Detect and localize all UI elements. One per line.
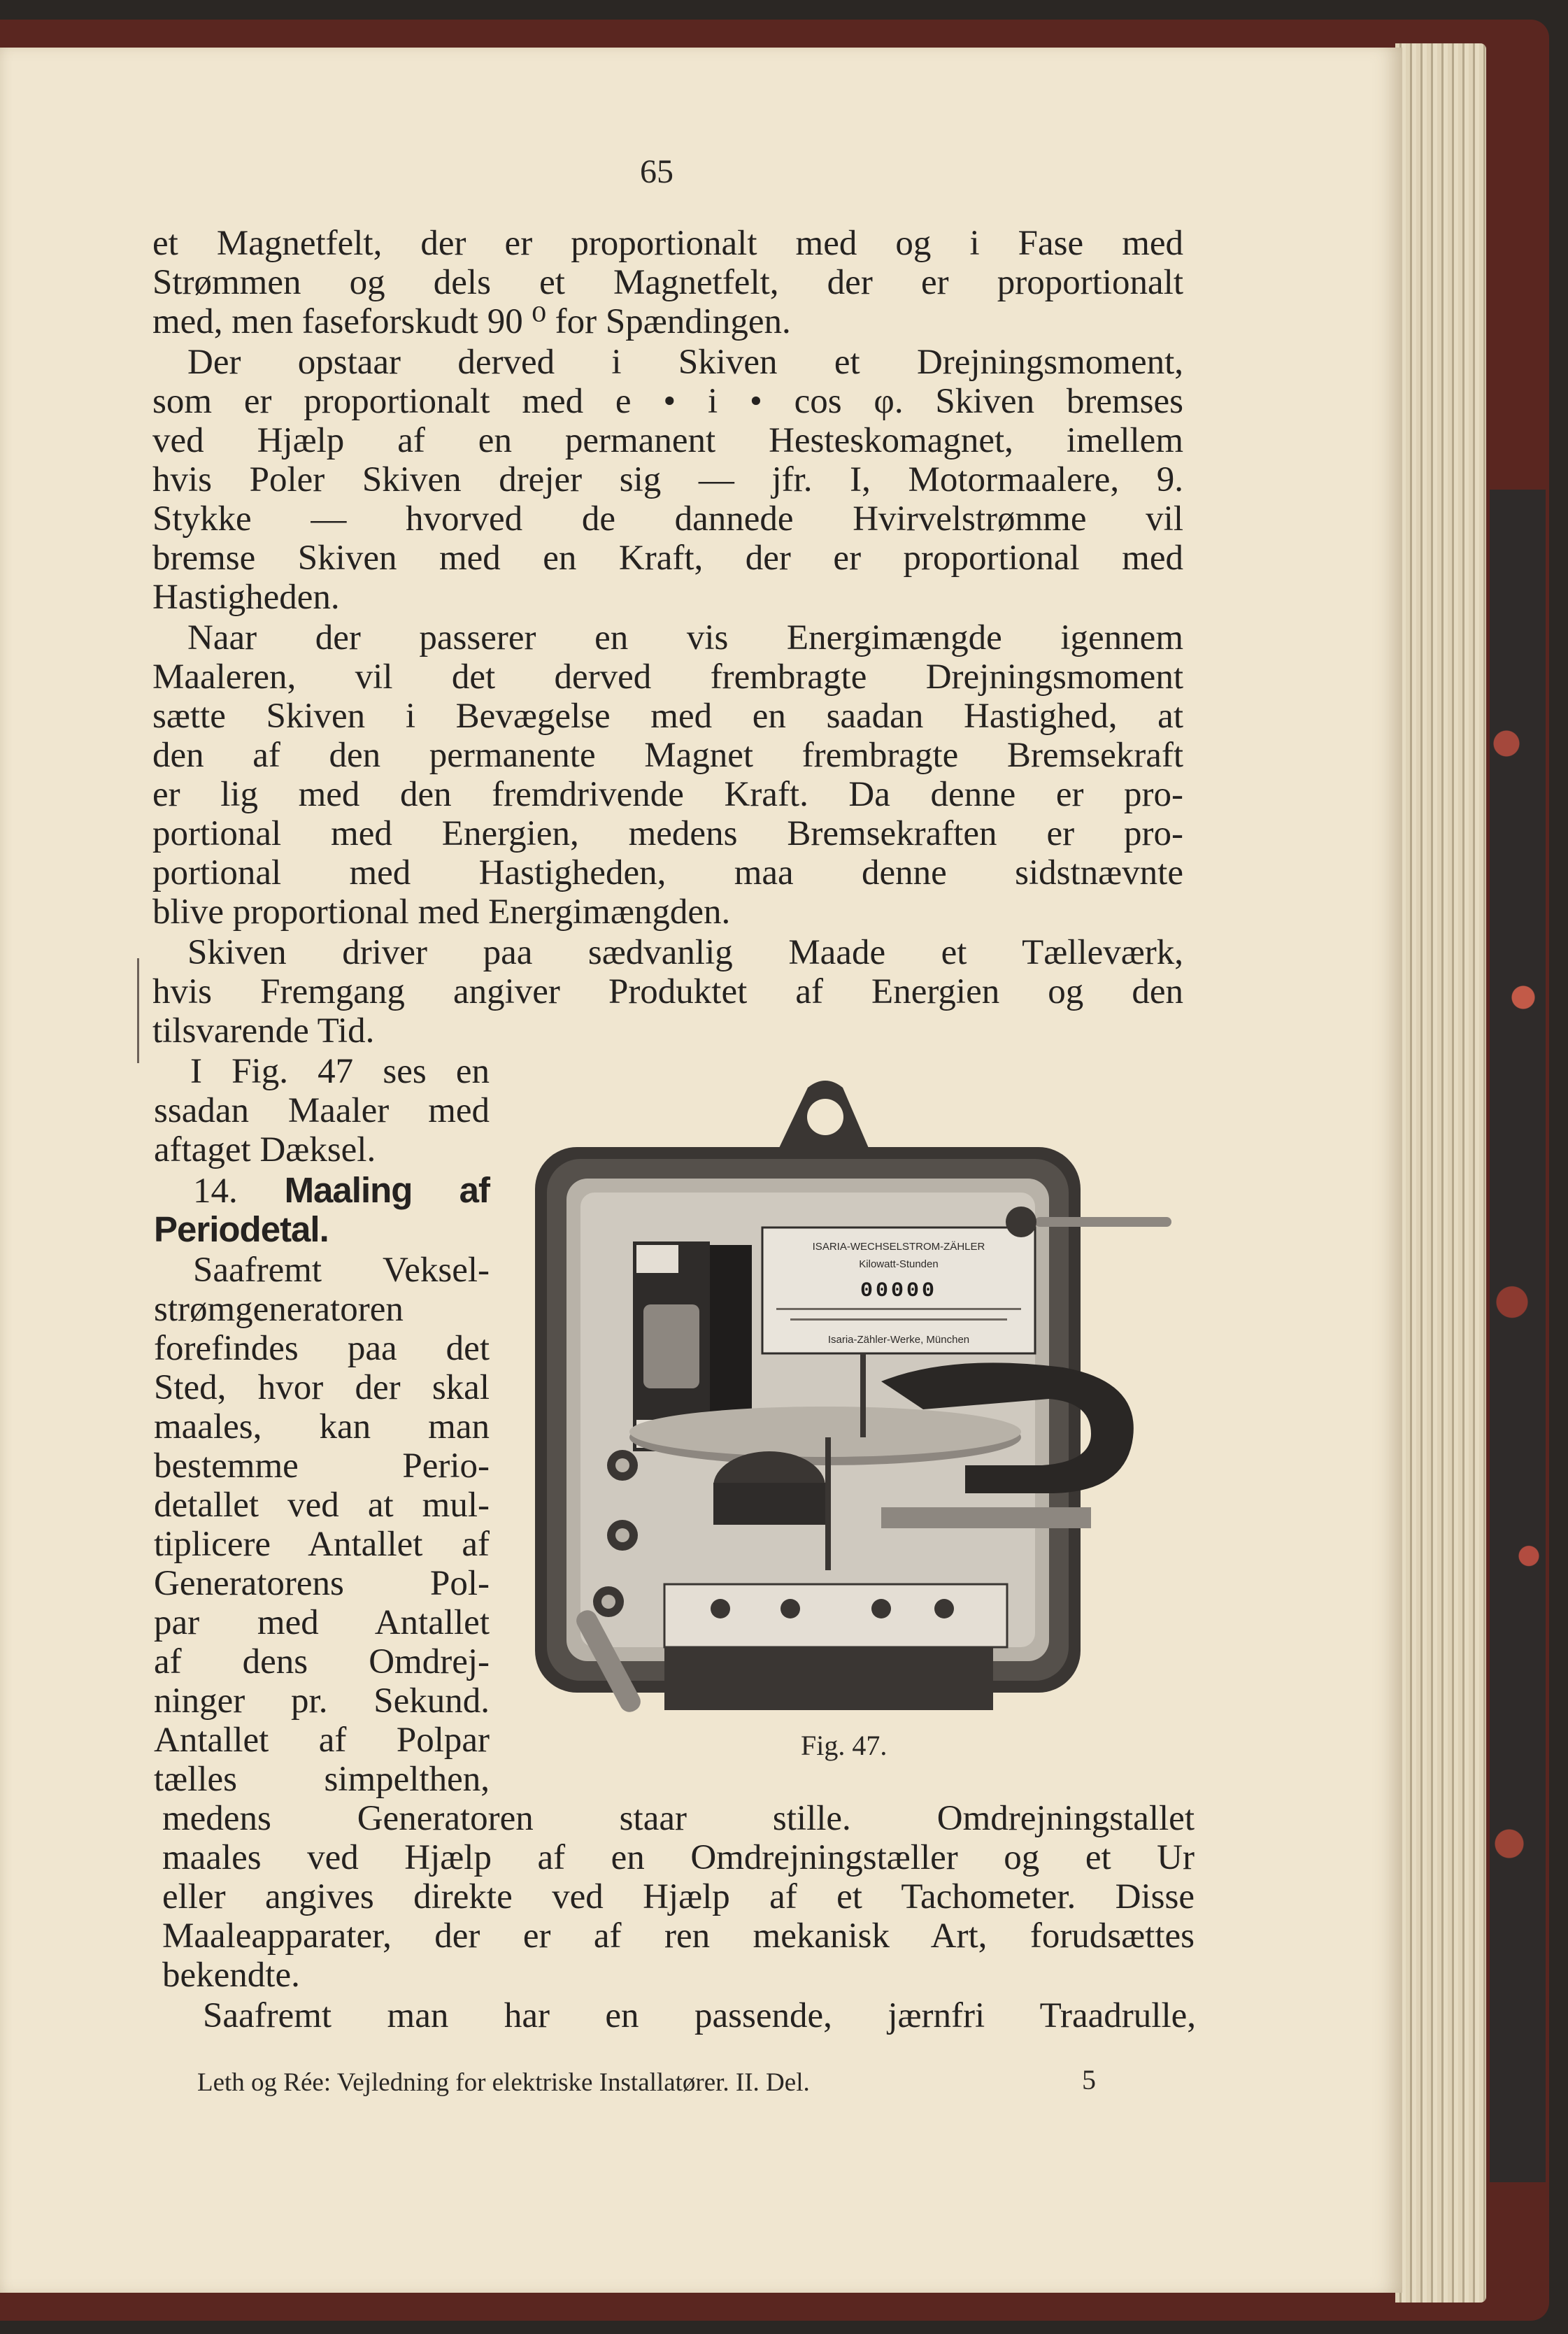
section-title: Maaling af — [284, 1170, 490, 1210]
column-line: strømgeneratoren — [154, 1290, 404, 1329]
text-line: medens Generatoren staar stille. Omdrejningstallet — [162, 1799, 1195, 1838]
text-line: Saafremt man har en passende, jærnfri Traadrulle, — [203, 1996, 1196, 2035]
nameplate-maker-text: ISARIA-WECHSELSTROM-ZÄHLER — [812, 1241, 985, 1253]
text-line: Strømmen og dels et Magnetfelt, der er proportionalt — [152, 263, 1183, 302]
page-footer: Leth og Rée: Vejledning for elektriske Installatører. II. Del. — [197, 2068, 810, 2097]
column-line: Antallet af Polpar — [154, 1721, 490, 1760]
section-number: 14. — [193, 1172, 238, 1211]
column-line: par med Antallet — [154, 1603, 490, 1642]
text-line: Der opstaar derved i Skiven et Drejningsmoment, — [187, 343, 1183, 382]
marbled-cover-edge — [1490, 490, 1546, 2182]
text-line: portional med Hastigheden, maa denne sidstnævnte — [152, 853, 1183, 892]
text-line: et Magnetfelt, der er proportionalt med og i Fase med — [152, 224, 1183, 263]
margin-pencil-mark — [137, 958, 139, 1063]
text-line: Hastigheden. — [152, 578, 340, 617]
figure-47-meter — [532, 1074, 1182, 1721]
column-line: bestemme Perio- — [154, 1446, 490, 1486]
text-line: er lig med den fremdrivende Kraft. Da denne er pro- — [152, 775, 1183, 814]
figure-caption: Fig. 47. — [801, 1730, 888, 1761]
column-line: forefindes paa det — [154, 1329, 490, 1368]
text-line: maales ved Hjælp af en Omdrejningstæller og et Ur — [162, 1838, 1195, 1877]
text-line: Maaleren, vil det derved frembragte Drejningsmoment — [152, 657, 1183, 697]
page-number: 65 — [640, 153, 673, 190]
text-line: som er proportionalt med e • i • cos φ. Skiven bremses — [152, 382, 1183, 421]
column-line: tiplicere Antallet af — [154, 1525, 490, 1564]
column-line: Saafremt Veksel- — [193, 1251, 490, 1290]
text-line: ved Hjælp af en permanent Hesteskomagnet, imellem — [152, 421, 1183, 460]
section-heading-line — [193, 1171, 490, 1211]
text-line: Naar der passerer en vis Energimængde igennem — [187, 618, 1183, 657]
nameplate-unit-text: Kilowatt-Stunden — [859, 1258, 939, 1270]
column-line: af dens Omdrej- — [154, 1642, 490, 1681]
section-title-cont: Periodetal. — [154, 1209, 329, 1249]
text-line: portional med Energien, medens Bremsekraften er pro- — [152, 814, 1183, 853]
text-line: eller angives direkte ved Hjælp af et Tachometer. Disse — [162, 1877, 1195, 1916]
text-line: sætte Skiven i Bevægelse med en saadan Hastighed, at — [152, 697, 1183, 736]
nameplate-works-text: Isaria-Zähler-Werke, München — [827, 1334, 970, 1346]
text-line: blive proportional med Energimængden. — [152, 892, 731, 932]
text-line: den af den permanente Magnet frembragte Bremsekraft — [152, 736, 1183, 775]
column-line: ninger pr. Sekund. — [154, 1681, 490, 1721]
text-line: bremse Skiven med en Kraft, der er proportional med — [152, 539, 1183, 578]
text-line: med, men faseforskudt 90 ⁰ for Spændingen. — [152, 302, 791, 341]
column-line: I Fig. 47 ses en — [190, 1052, 490, 1091]
text-line: hvis Fremgang angiver Produktet af Energien og den — [152, 972, 1183, 1011]
text-line: Maaleapparater, der er af ren mekanisk Art, forudsættes — [162, 1916, 1195, 1956]
counter-digits: 00000 — [860, 1279, 938, 1303]
column-line: Generatorens Pol- — [154, 1564, 490, 1603]
column-line: maales, kan man — [154, 1407, 490, 1446]
text-line: hvis Poler Skiven drejer sig — jfr. I, Motormaalere, 9. — [152, 460, 1183, 499]
text-line: Stykke — hvorved de dannede Hvirvelstrømme vil — [152, 499, 1183, 539]
column-line: aftaget Dæksel. — [154, 1130, 376, 1169]
column-line: Sted, hvor der skal — [154, 1368, 490, 1407]
text-line: tilsvarende Tid. — [152, 1011, 375, 1051]
column-line: ssadan Maaler med — [154, 1091, 490, 1130]
page-edges — [1395, 43, 1486, 2303]
signature-number: 5 — [1082, 2064, 1096, 2095]
text-line: Skiven driver paa sædvanlig Maade et Tælleværk, — [187, 933, 1183, 972]
text-line: bekendte. — [162, 1956, 300, 1995]
column-line: detallet ved at mul- — [154, 1486, 490, 1525]
column-line: tælles simpelthen, — [154, 1760, 490, 1799]
meter-illustration — [532, 1074, 1182, 1721]
